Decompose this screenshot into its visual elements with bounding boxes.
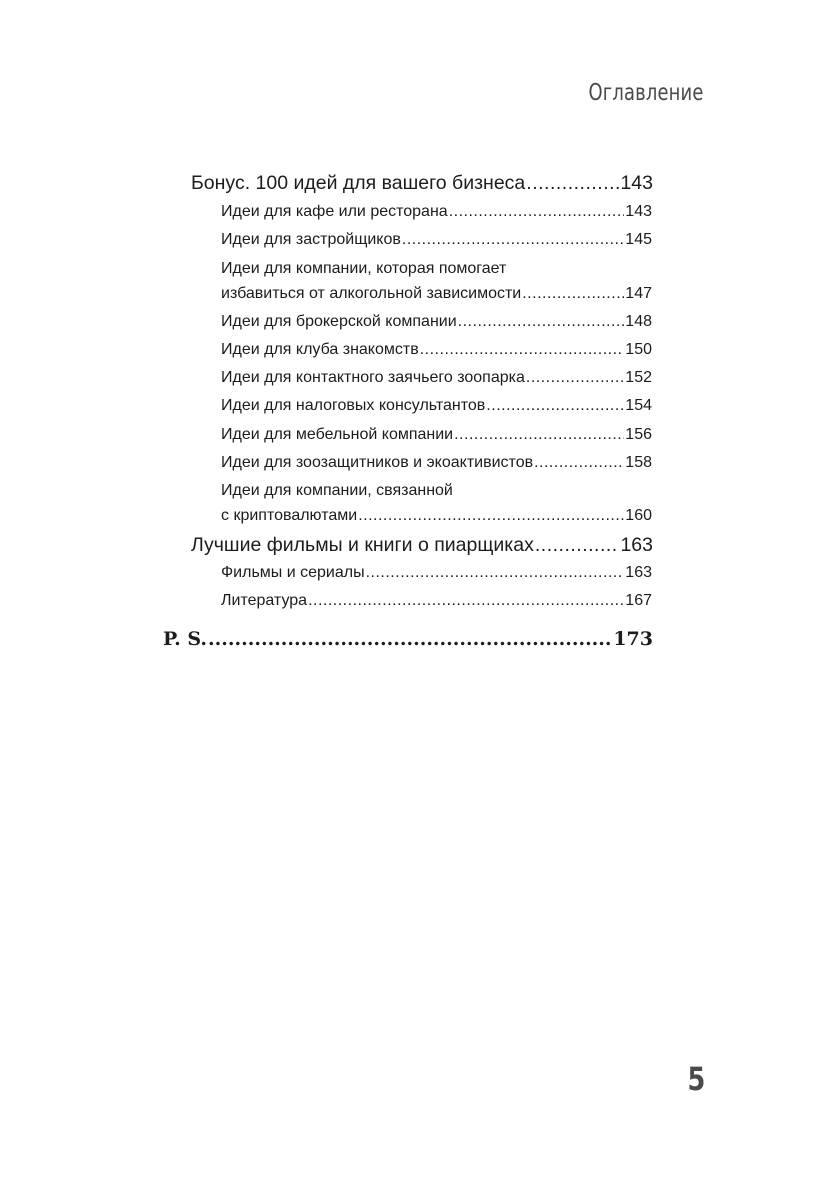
toc-entry-title: Идеи для клуба знакомств [221, 341, 419, 358]
dot-leader [486, 397, 624, 415]
toc-entry[interactable] [221, 454, 652, 472]
dot-leader [420, 341, 625, 359]
dot-leader [454, 426, 624, 444]
dot-leader [366, 564, 625, 582]
dot-leader [208, 628, 612, 650]
toc-entry-title: Идеи для зоозащитников и экоактивистов [221, 454, 534, 471]
toc-entry-ps[interactable] [163, 628, 653, 650]
toc-entry-title: Идеи для кафе или ресторана [221, 203, 448, 220]
toc-entry-films[interactable] [191, 534, 653, 557]
toc-entry-title: избавиться от алкогольной зависимости [221, 285, 522, 302]
toc-entry[interactable] [221, 426, 652, 444]
toc-entry-page: 148 [625, 313, 652, 330]
toc-entry-title: Идеи для контактного заячьего зоопарка [221, 369, 525, 386]
toc-entry[interactable] [221, 592, 652, 610]
toc-entry-page: 163 [620, 534, 653, 556]
toc-entry-title: Идеи для мебельной компании [221, 426, 454, 443]
dot-leader [358, 507, 624, 525]
dot-leader [458, 313, 625, 331]
toc-entry-title: Идеи для застройщиков [221, 231, 401, 248]
toc-entry-title: Идеи для брокерской компании [221, 313, 457, 330]
dot-leader [522, 285, 624, 303]
toc-entry-title-line1: Идеи для компании, которая помогает [221, 260, 507, 277]
toc-entry-page: 143 [620, 172, 653, 194]
toc-entry-title: Бонус. 100 идей для вашего бизнеса [191, 172, 526, 194]
toc-entry-page: 150 [625, 341, 652, 358]
toc-entry[interactable] [221, 507, 652, 525]
dot-leader [535, 534, 620, 557]
toc-entry-title: Литература [221, 592, 308, 609]
toc-entry-title-line1: Идеи для компании, связанной [221, 482, 453, 499]
toc-entry-title: Лучшие фильмы и книги о пиарщиках [191, 534, 534, 556]
dot-leader [402, 231, 624, 249]
toc-entry[interactable] [221, 341, 652, 359]
toc-entry-page: 158 [625, 454, 652, 471]
toc-entry-page: 156 [625, 426, 652, 443]
toc-entry-title: P. S. [163, 628, 208, 650]
dot-leader [308, 592, 624, 610]
toc-entry-page: 167 [625, 592, 652, 609]
toc-entry-page: 160 [625, 507, 652, 524]
dot-leader [449, 203, 625, 221]
toc-entry-title: Идеи для налоговых консультантов [221, 397, 486, 414]
toc-entry[interactable] [221, 397, 652, 415]
toc-entry-page: 143 [625, 203, 652, 220]
page-number: 5 [687, 1060, 705, 1098]
toc-entry-page: 173 [613, 628, 653, 650]
dot-leader [534, 454, 624, 472]
toc-entry-title: с криптовалютами [221, 507, 358, 524]
toc-entry-page: 152 [625, 369, 652, 386]
dot-leader [526, 369, 624, 387]
toc-entry[interactable] [221, 285, 652, 303]
toc-entry-title: Фильмы и сериалы [221, 564, 365, 581]
toc-entry[interactable] [221, 564, 652, 582]
toc-entry[interactable] [221, 313, 652, 331]
toc-entry-page: 145 [625, 231, 652, 248]
toc-entry-page: 154 [625, 397, 652, 414]
toc-entry[interactable] [221, 369, 652, 387]
running-head-title: Оглавление [588, 80, 704, 106]
toc-entry-page: 147 [625, 285, 652, 302]
toc-entry-page: 163 [625, 564, 652, 581]
toc-entry[interactable] [221, 203, 652, 221]
toc-entry-bonus[interactable] [191, 172, 653, 195]
dot-leader [526, 172, 619, 195]
toc-entry[interactable] [221, 231, 652, 249]
